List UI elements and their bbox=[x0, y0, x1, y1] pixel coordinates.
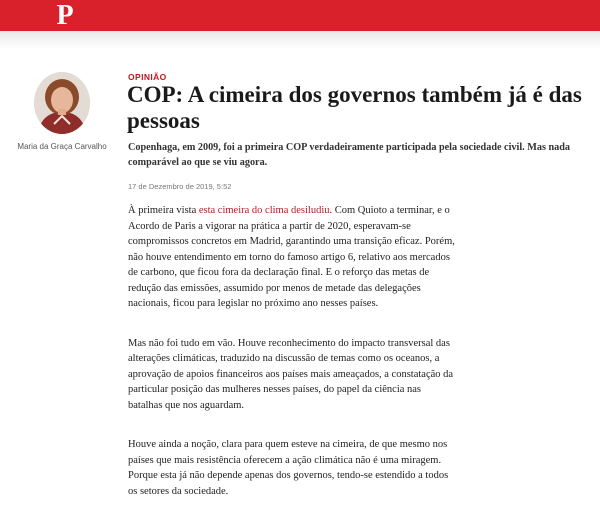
paragraph-line: aprovação de apoios financeiros aos países mais ameaçados, a constatação da bbox=[128, 368, 454, 380]
text-run: . Com Quioto a terminar, e o bbox=[329, 205, 450, 216]
paragraph bbox=[128, 203, 478, 312]
paragraph bbox=[128, 336, 478, 414]
paragraph-line: redução das emissões, assumido por menos de metade das delegações bbox=[128, 282, 421, 294]
paragraph-line: os setores da sociedade. bbox=[128, 485, 229, 497]
paragraph-line: de carbono, que ficou fora da declaração final. E o reforço das metas de bbox=[128, 267, 430, 278]
publico-logo[interactable]: P bbox=[56, 0, 74, 31]
article-lede bbox=[128, 140, 588, 170]
title-line: COP: A cimeira dos governos também já é das bbox=[127, 82, 582, 107]
paragraph-line: compromissos concretos em Madrid, garantindo uma transição eficaz. Porém, bbox=[128, 236, 455, 247]
article-title bbox=[127, 82, 597, 134]
paragraph-line: não houve entendimento em torno do famoso artigo 6, relativo aos mercados bbox=[128, 251, 450, 263]
lede-line: comparável ao que se viu agora. bbox=[128, 157, 268, 168]
paragraph-line: particular posição das mulheres nesses países, do papel da ciência nas bbox=[128, 384, 422, 395]
paragraph bbox=[128, 437, 478, 499]
author-portrait-icon bbox=[34, 72, 90, 134]
article-body bbox=[128, 203, 478, 523]
paragraph-line: batalhas que nos aguardam. bbox=[128, 399, 245, 411]
paragraph-line: alterações climáticas, traduzido na discussão de temas como os oceanos, a bbox=[128, 353, 440, 364]
title-line: pessoas bbox=[127, 108, 200, 133]
top-navigation-bar bbox=[0, 0, 600, 31]
paragraph-line: Porque esta já não depende apenas dos governos, tendo-se estendido a todos bbox=[128, 470, 449, 481]
inline-article-link[interactable]: esta cimeira do clima desiludiu bbox=[198, 205, 330, 216]
paragraph-line: Houve ainda a noção, clara para quem esteve na cimeira, de que mesmo nos bbox=[128, 439, 448, 450]
header-shadow bbox=[0, 31, 600, 49]
paragraph-line: nacionais, ficou para legislar no próximo ano nesses países. bbox=[128, 298, 379, 309]
publish-date: 17 de Dezembro de 2019, 5:52 bbox=[128, 182, 232, 191]
author-name[interactable]: Maria da Graça Carvalho bbox=[17, 142, 107, 151]
text-run: À primeira vista bbox=[128, 205, 199, 216]
paragraph-line: Acordo de Paris a vigorar na prática a partir de 2020, esperavam-se bbox=[128, 220, 411, 232]
paragraph-line: Mas não foi tudo em vão. Houve reconhecimento do impacto transversal das bbox=[128, 337, 450, 349]
paragraph-line: países que mais resistência oferecem a ação climática não é uma miragem. bbox=[128, 454, 442, 466]
lede-line: Copenhaga, em 2009, foi a primeira COP verdadeiramente participada pela sociedade civil. Mas nada bbox=[128, 142, 570, 153]
section-label[interactable]: OPINIÃO bbox=[128, 72, 167, 82]
author-avatar[interactable] bbox=[34, 72, 90, 134]
paragraph-line bbox=[128, 203, 478, 219]
